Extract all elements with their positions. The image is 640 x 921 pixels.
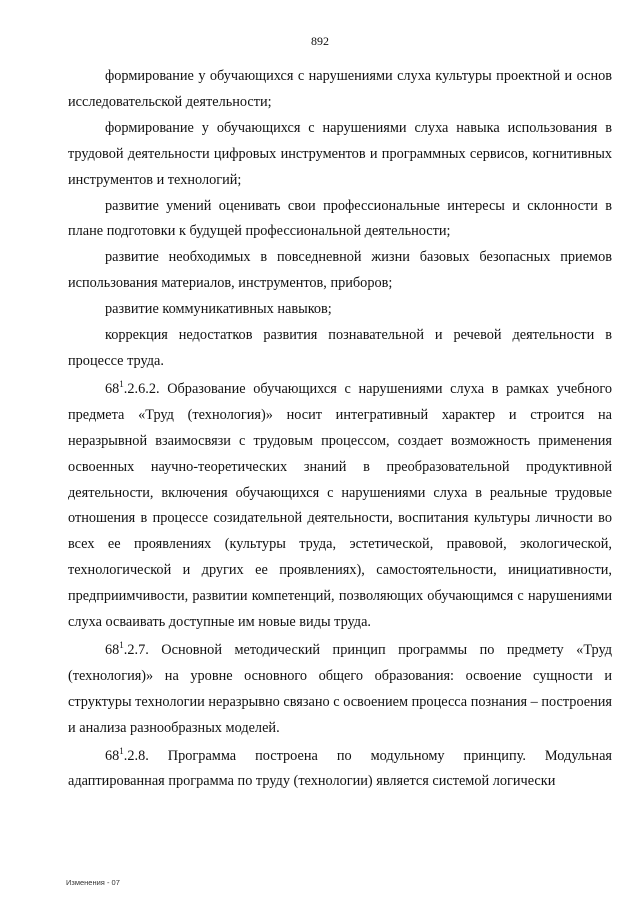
paragraph-text: Образование обучающихся с нарушениями слуха в рамках учебного предмета «Труд (технология)» носит интегративный характер и строится на неразрывной взаимосвязи с трудовым процессом, создает возможность применения освоенных научно-теоретических знаний в преобразовательной продуктивной деятельности, включения обучающихся с нарушениями слуха в реальные трудовые отношения в процессе созидательной деятельности, воспитания культуры личности во всех ее проявлениях (культуры труда, эстетической, правовой, экологической, технологической и других ее проявлениях), самостоятельности, инициативности, предприимчивости, развитии компетенций, позволяющих обучающимся с нарушениями слуха осваивать доступные им новые виды труда. xyxy=(68,380,612,631)
numbered-paragraph xyxy=(68,744,612,796)
paragraph: развитие коммуникативных навыков; xyxy=(105,301,332,318)
paragraph-number: $68^1.2.7$. xyxy=(105,640,149,658)
page-number: 892 xyxy=(311,34,329,48)
paragraph-number: $68^1.2.8$. xyxy=(105,745,149,764)
paragraph: развитие необходимых в повседневной жизни базовых безопасных приемов использования материалов, инструментов, приборов; xyxy=(68,249,612,292)
paragraph-number: $68^1.2.6.2$. xyxy=(105,379,160,397)
footer-note: Изменения - 07 xyxy=(66,878,120,887)
paragraph: развитие умений оценивать свои профессиональные интересы и склонности в плане подготовки к будущей профессиональной деятельности; xyxy=(68,197,612,240)
paragraph: формирование у обучающихся с нарушениями слуха навыка использования в трудовой деятельности цифровых инструментов и программных сервисов, когнитивных инструментов и технологий; xyxy=(68,119,612,188)
body-text xyxy=(68,64,612,795)
paragraph: коррекция недостатков развития познавательной и речевой деятельности в процессе труда. xyxy=(68,327,612,369)
numbered-paragraph xyxy=(68,638,612,742)
paragraph-text: Программа построена по модульному принципу. Модульная адаптированная программа по труду (технологии) является системой логически xyxy=(68,747,612,790)
numbered-paragraph xyxy=(68,377,612,636)
paragraph-text: Основной методический принцип программы по предмету «Труд (технология)» на уровне основного общего образования: освоение сущности и структуры технологии неразрывно связано с освоением процесса познания – построения и анализа разнообразных моделей. xyxy=(68,641,612,736)
paragraph: формирование у обучающихся с нарушениями слуха культуры проектной и основ исследовательской деятельности; xyxy=(68,68,612,110)
